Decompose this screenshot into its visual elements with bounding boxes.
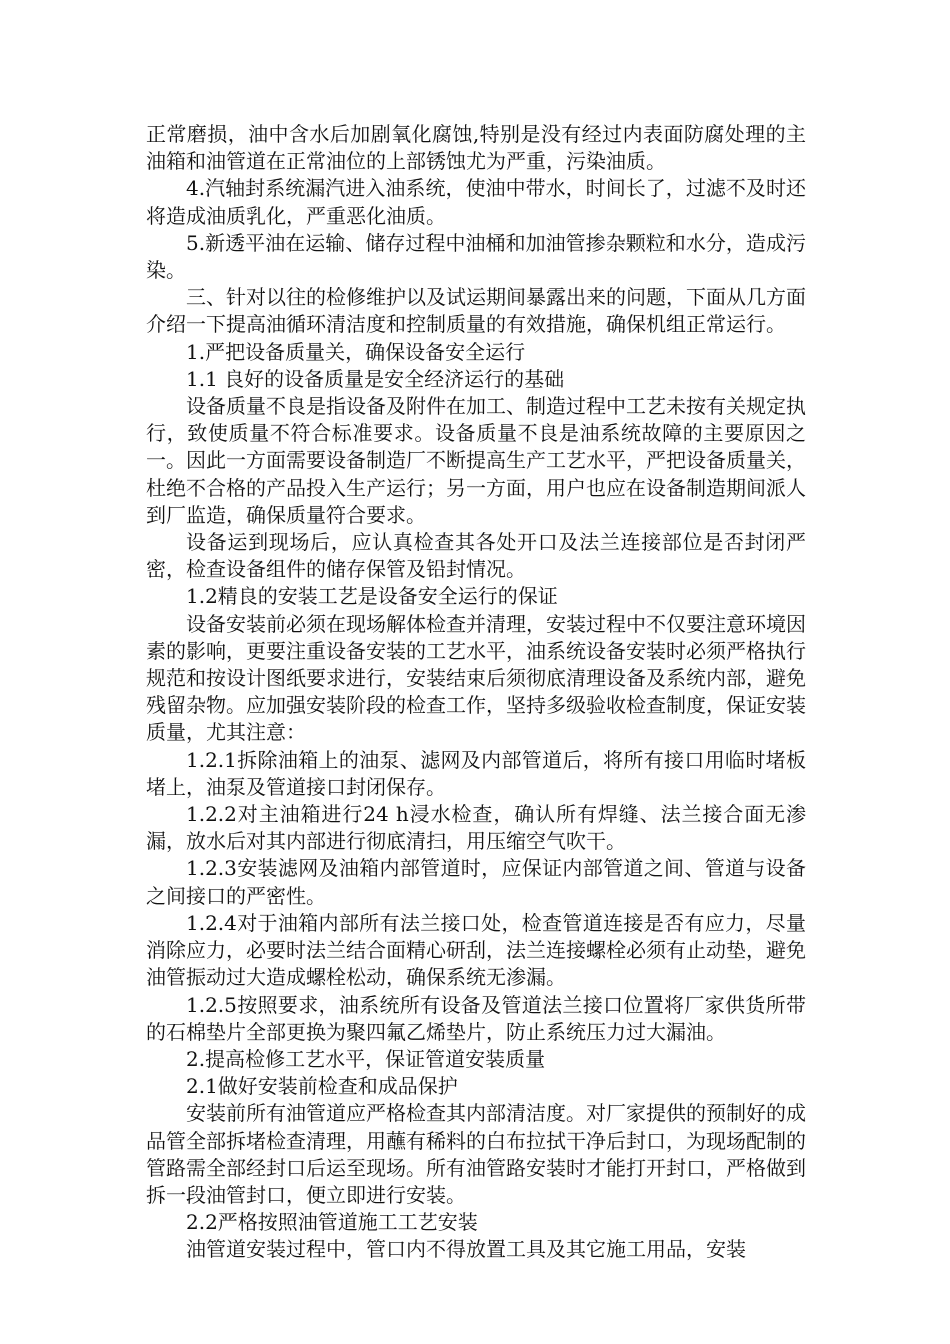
paragraph-7: 设备质量不良是指设备及附件在加工、制造过程中工艺未按有关规定执行，致使质量不符合标准要求。设备质量不良是油系统故障的主要原因之一。因此一方面需要设备制造厂不断提高生产工艺水平，严把设备质量关，杜绝不合格的产品投入生产运行；另一方面，用户也应在设备制造期间派人到厂监造，确保质量符合要求。 [146,394,806,527]
section-heading-1: 1.严把设备质量关，确保设备安全运行 [186,339,526,364]
paragraph-20: 油管道安装过程中，管口内不得放置工具及其它施工用品，安装 [186,1237,746,1262]
section-heading-1-1: 1.1 良好的设备质量是安全经济运行的基础 [186,366,565,391]
item-1-2-3: 1.2.3安装滤网及油箱内部管道时，应保证内部管道之间、管道与设备之间接口的严密性。 [146,856,806,908]
paragraph-4: 三、针对以往的检修维护以及试运期间暴露出来的问题，下面从几方面介绍一下提高油循环清洁度和控制质量的有效措施，确保机组正常运行。 [146,285,806,337]
item-1-2-4: 1.2.4对于油箱内部所有法兰接口处，检查管道连接是否有应力，尽量消除应力，必要时法兰结合面精心研刮，法兰连接螺栓必须有止动垫，避免油管振动过大造成螺栓松动，确保系统无渗漏。 [146,910,806,990]
paragraph-1: 正常磨损，油中含水后加剧氧化腐蚀,特别是没有经过内表面防腐处理的主油箱和油管道在正常油位的上部锈蚀尤为严重，污染油质。 [146,122,806,174]
item-1-2-1: 1.2.1拆除油箱上的油泵、滤网及内部管道后，将所有接口用临时堵板堵上，油泵及管道接口封闭保存。 [146,747,806,799]
paragraph-3: 5.新透平油在运输、储存过程中油桶和加油管掺杂颗粒和水分，造成污染。 [146,230,806,283]
item-1-2-2: 1.2.2对主油箱进行24 h浸水检查，确认所有焊缝、法兰接合面无渗漏，放水后对其内部进行彻底清扫，用压缩空气吹干。 [146,802,806,854]
item-1-2-5: 1.2.5按照要求，油系统所有设备及管道法兰接口位置将厂家供货所带的石棉垫片全部更换为聚四氟乙烯垫片，防止系统压力过大漏油。 [146,992,806,1044]
paragraph-8: 设备运到现场后，应认真检查其各处开口及法兰连接部位是否封闭严密，检查设备组件的储存保管及铅封情况。 [146,530,806,582]
section-heading-2: 2.提高检修工艺水平，保证管道安装质量 [186,1046,546,1071]
section-heading-2-2: 2.2严格按照油管道施工工艺安装 [186,1210,478,1235]
paragraph-10: 设备安装前必须在现场解体检查并清理，安装过程中不仅要注意环境因素的影响，更要注重设备安装的工艺水平，油系统设备安装时必须严格执行规范和按设计图纸要求进行，安装结束后须彻底清理设备及系统内部，避免残留杂物。应加强安装阶段的检查工作，坚持多级验收检查制度，保证安装质量，尤其注意： [146,611,806,745]
section-heading-2-1: 2.1做好安装前检查和成品保护 [186,1074,458,1099]
document-body [146,121,806,1264]
paragraph-18: 安装前所有油管道应严格检查其内部清洁度。对厂家提供的预制好的成品管全部拆堵检查清理，用蘸有稀料的白布拉拭干净后封口，为现场配制的管路需全部经封口后运至现场。所有油管路安装时才能打开封口，严格做到拆一段油管封口，便立即进行安装。 [146,1101,806,1207]
paragraph-2: 4.汽轴封系统漏汽进入油系统，使油中带水，时间长了，过滤不及时还将造成油质乳化，严重恶化油质。 [146,176,806,228]
section-heading-1-2: 1.2精良的安装工艺是设备安全运行的保证 [186,584,558,609]
